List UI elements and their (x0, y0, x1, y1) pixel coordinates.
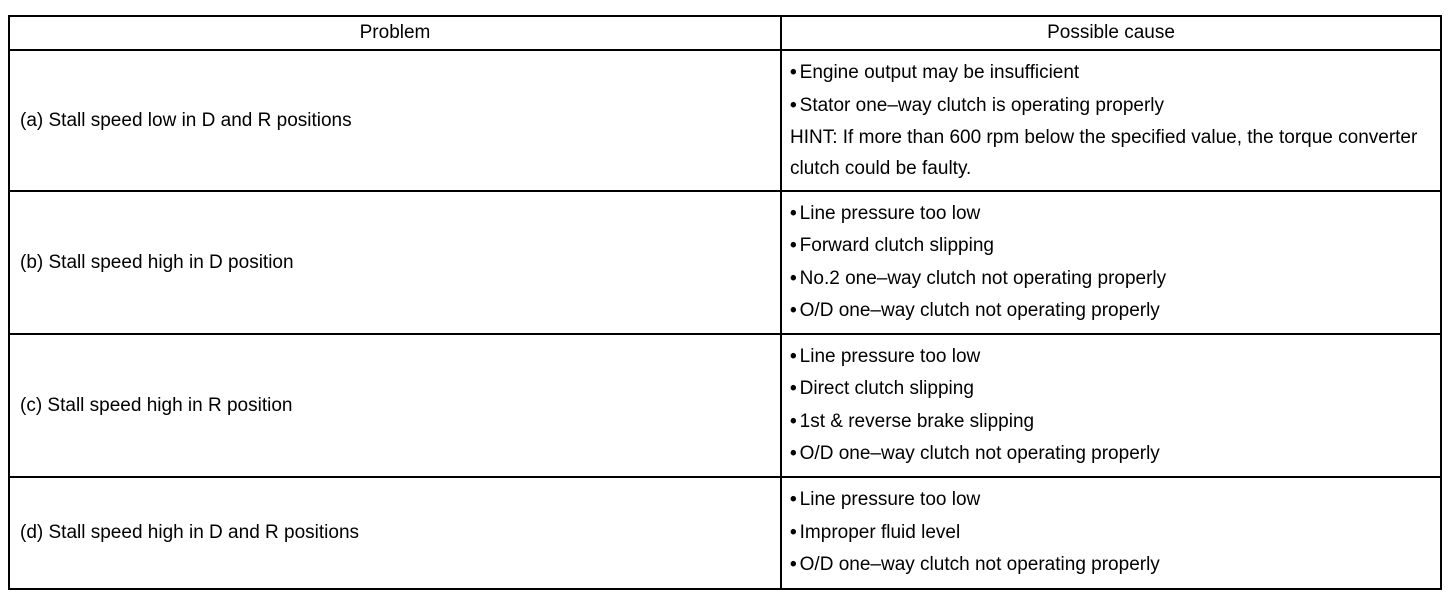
cause-list (790, 341, 1430, 471)
cause-item (790, 549, 1430, 582)
bullet-icon: • (790, 267, 797, 289)
table-row (9, 50, 1441, 191)
bullet-icon: • (790, 62, 797, 83)
cause-text: Stator one–way clutch is operating properly (799, 94, 1165, 116)
possible-cause-cell (781, 50, 1441, 191)
table-body (9, 50, 1441, 589)
table-row (9, 477, 1441, 589)
bullet-icon: • (790, 521, 797, 543)
cause-list (790, 484, 1430, 582)
cause-text: Direct clutch slipping (799, 378, 974, 399)
bullet-icon: • (790, 378, 797, 399)
cause-text: Engine output may be insufficient (799, 62, 1080, 83)
table-row (9, 334, 1441, 477)
cause-item (790, 484, 1430, 517)
possible-cause-cell (781, 334, 1441, 477)
cause-item (790, 517, 1430, 550)
possible-cause-column-header: Possible cause (781, 16, 1441, 50)
bullet-icon: • (790, 202, 797, 224)
bullet-icon: • (790, 410, 797, 432)
problem-cell: (b) Stall speed high in D position (9, 191, 781, 334)
cause-text: O/D one–way clutch not operating properly (799, 300, 1160, 321)
cause-item (790, 263, 1430, 296)
cause-text: Line pressure too low (799, 345, 981, 367)
cause-text: No.2 one–way clutch not operating properly (799, 267, 1167, 289)
stall-speed-troubleshooting-table (8, 15, 1442, 590)
cause-item (790, 295, 1430, 328)
problem-cell: (d) Stall speed high in D and R positions (9, 477, 781, 589)
problem-cell: (a) Stall speed low in D and R positions (9, 50, 781, 191)
bullet-icon: • (790, 300, 797, 321)
cause-text: O/D one–way clutch not operating properly (799, 554, 1160, 576)
problem-column-header: Problem (9, 16, 781, 50)
cause-text: Improper fluid level (799, 521, 961, 543)
cause-item (790, 373, 1430, 406)
bullet-icon: • (790, 345, 797, 367)
cause-item (790, 198, 1430, 231)
bullet-icon: • (790, 443, 797, 464)
cause-item (790, 57, 1430, 90)
cause-item (790, 406, 1430, 439)
bullet-icon: • (790, 489, 797, 511)
cause-text: Forward clutch slipping (799, 235, 994, 256)
cause-text: 1st & reverse brake slipping (799, 410, 1035, 432)
possible-cause-cell (781, 191, 1441, 334)
cause-item (790, 90, 1430, 123)
cause-list (790, 57, 1430, 122)
table-row (9, 191, 1441, 334)
cause-text: Line pressure too low (799, 489, 981, 511)
bullet-icon: • (790, 94, 797, 116)
cause-item (790, 438, 1430, 471)
cause-item (790, 230, 1430, 263)
cause-item (790, 341, 1430, 374)
bullet-icon: • (790, 235, 797, 256)
bullet-icon: • (790, 554, 797, 576)
cause-text: Line pressure too low (799, 202, 981, 224)
header-row (9, 16, 1441, 50)
cause-list (790, 198, 1430, 328)
cause-text: O/D one–way clutch not operating properly (799, 443, 1160, 464)
problem-cell: (c) Stall speed high in R position (9, 334, 781, 477)
table-header (9, 16, 1441, 50)
possible-cause-cell (781, 477, 1441, 589)
hint-note: HINT: If more than 600 rpm below the specified value, the torque converter clutch could be faulty. (790, 127, 1418, 179)
